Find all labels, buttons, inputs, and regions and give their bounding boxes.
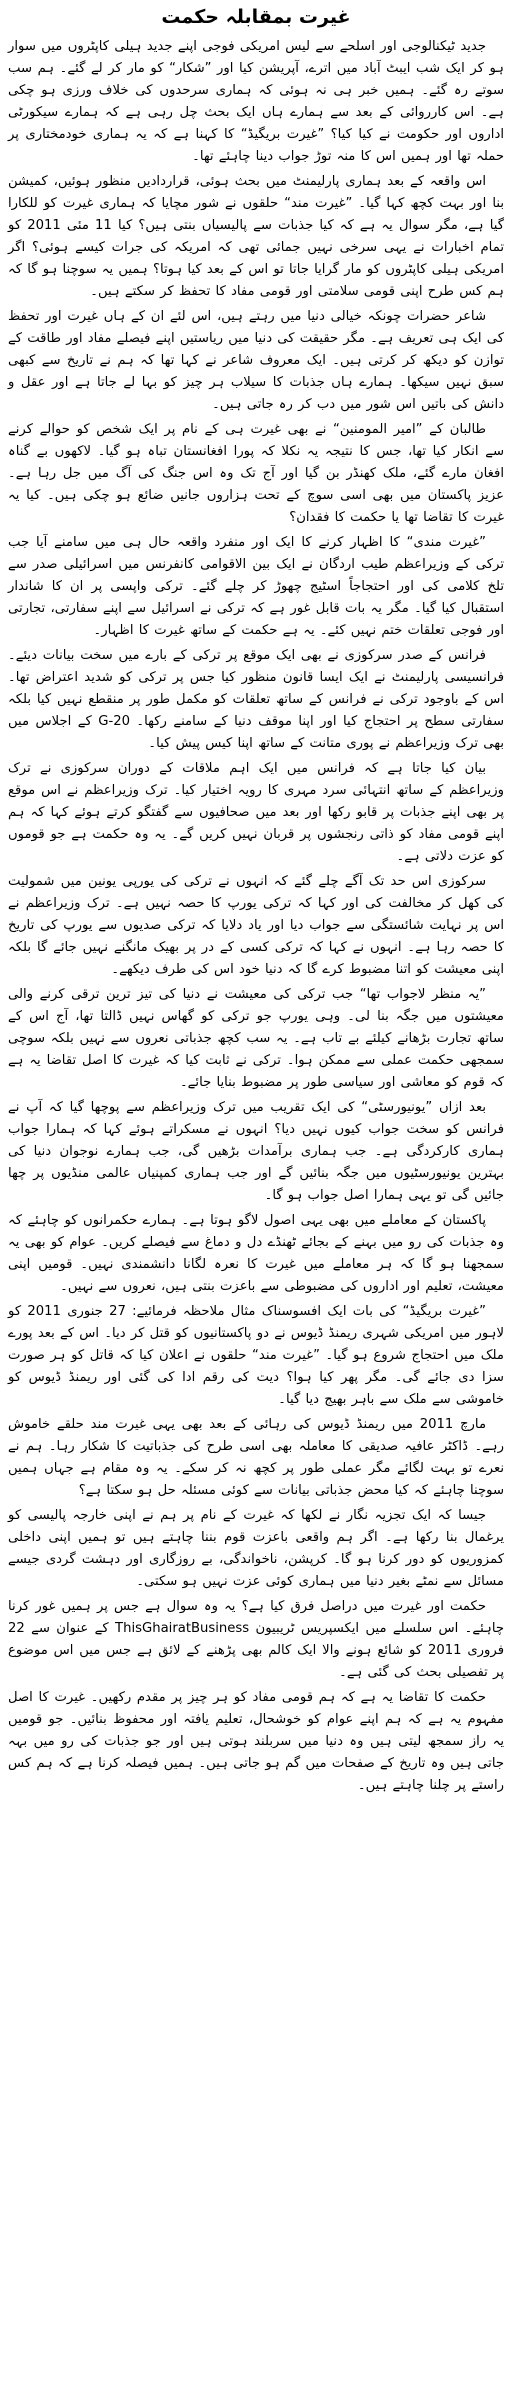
article-paragraph: طالبان کے ”امیر المومنین“ نے بھی غیرت ہی کے نام پر ایک شخص کو حوالے کرنے سے انکار کیا تھا، جس کا نتیجہ یہ نکلا کہ پورا افغانستان تباہ ہو گیا۔ لاکھوں بے گناہ افغان مارے گئے، ملک کھنڈر بن گیا اور آج تک وہ اس جنگ کی آگ میں جل رہا ہے۔ عزیز پاکستان میں بھی اسی سوچ کے تحت ہزاروں جانیں ضائع ہو چکی ہیں۔ کیا یہ غیرت کا تقاضا تھا یا حکمت کا فقدان؟ [8, 422, 504, 525]
article-paragraph: جدید ٹیکنالوجی اور اسلحے سے لیس امریکی فوجی اپنے جدید ہیلی کاپٹروں میں سوار ہو کر ایک شب ایبٹ آباد میں اترے، آپریشن کیا اور ”شکار“ کو مار کر لے گئے۔ ہم سب سوتے رہ گئے۔ ہمیں خبر ہی نہ ہوئی کہ ہماری سرحدوں کی خلاف ورزی ہو چکی ہے۔ اس کارروائی کے بعد سے ہمارے ہاں ایک بحث چل رہی ہے کہ ہمارے سیکورٹی اداروں اور حکومت نے کیا کیا؟ ”غیرت بریگیڈ“ کا کہنا ہے کہ یہ ہماری خودمختاری پر حملہ تھا اور ہمیں اس کا منہ توڑ جواب دینا چاہئے تھا۔ [8, 39, 504, 164]
article-paragraph: ”غیرت بریگیڈ“ کی بات ایک افسوسناک مثال ملاحظہ فرمائیے: 27 جنوری 2011 کو لاہور میں امریکی شہری ریمنڈ ڈیوس نے دو پاکستانیوں کو قتل کر دیا۔ اس کے بعد پورے ملک میں احتجاج شروع ہو گیا۔ ”غیرت مند“ حلقوں نے اعلان کیا کہ قاتل کو ہر صورت سزا دی جائے گی۔ مگر پھر کیا ہوا؟ دیت کی رقم ادا کی گئی اور ریمنڈ ڈیوس کو خاموشی سے ملک سے باہر بھیج دیا گیا۔ [8, 1304, 504, 1407]
article-paragraph: شاعر حضرات چونکہ خیالی دنیا میں رہتے ہیں، اس لئے ان کے ہاں غیرت اور تحفظ کی ایک ہی تعریف ہے۔ مگر حقیقت کی دنیا میں ریاستیں اپنے فیصلے مفاد اور طاقت کے توازن کو دیکھ کر کرتی ہیں۔ ایک معروف شاعر نے کہا تھا کہ ہم نے تاریخ سے کبھی سبق نہیں سیکھا۔ ہمارے ہاں جذبات کا سیلاب ہر چیز کو بہا لے جاتا ہے اور عقل و دانش کی باتیں اس شور میں دب کر رہ جاتی ہیں۔ [8, 309, 504, 412]
article-paragraph: حکمت کا تقاضا یہ ہے کہ ہم قومی مفاد کو ہر چیز پر مقدم رکھیں۔ غیرت کا اصل مفہوم یہ ہے کہ ہم اپنے عوام کو خوشحال، تعلیم یافتہ اور محفوظ بنائیں۔ جو قومیں یہ راز سمجھ لیتی ہیں وہ دنیا میں سربلند ہوتی ہیں اور جو جذبات کی رو میں بہہ جاتی ہیں وہ تاریخ کے صفحات میں گم ہو جاتی ہیں۔ ہمیں فیصلہ کرنا ہے کہ ہم کس راستے پر چلنا چاہتے ہیں۔ [8, 1690, 504, 1793]
article-paragraph: مارچ 2011 میں ریمنڈ ڈیوس کی رہائی کے بعد بھی یہی غیرت مند حلقے خاموش رہے۔ ڈاکٹر عافیہ صدیقی کا معاملہ بھی اسی طرح کی جذباتیت کا شکار رہا۔ ہم نے نعرے تو بہت لگائے مگر عملی طور پر کچھ نہ کر سکے۔ یہ وہ مقام ہے جہاں ہمیں سوچنا چاہئے کہ کیا محض جذباتی بیانات سے کوئی مسئلہ حل ہو سکتا ہے؟ [8, 1417, 504, 1498]
article-paragraph: بعد ازاں ”یونیورسٹی“ کی ایک تقریب میں ترک وزیراعظم سے پوچھا گیا کہ آپ نے فرانس کو سخت جواب کیوں نہیں دیا؟ انہوں نے مسکراتے ہوئے کہا کہ ہمارا جواب ہماری کارکردگی ہے۔ جب ہماری برآمدات بڑھیں گی، جب ہمارے نوجوان دنیا کی بہترین یونیورسٹیوں میں جگہ بنائیں گے اور جب ہماری کمپنیاں عالمی منڈیوں پر چھا جائیں گی تو یہی ہمارا اصل جواب ہو گا۔ [8, 1100, 504, 1203]
article-paragraph: فرانس کے صدر سرکوزی نے بھی ایک موقع پر ترکی کے بارے میں سخت بیانات دیئے۔ فرانسیسی پارلیمنٹ نے ایک ایسا قانون منظور کیا جس پر ترکی کو شدید اعتراض تھا۔ اس کے باوجود ترکی نے فرانس کے ساتھ تعلقات کو مکمل طور پر منقطع نہیں کیا بلکہ سفارتی سطح پر احتجاج کیا اور اپنا موقف دنیا کے سامنے رکھا۔ G-20 کے اجلاس میں بھی ترک وزیراعظم نے پوری متانت کے ساتھ اپنا کیس پیش کیا۔ [8, 648, 504, 751]
article-paragraph: ”یہ منظر لاجواب تھا“ جب ترکی کی معیشت نے دنیا کی تیز ترین ترقی کرنے والی معیشتوں میں جگہ بنا لی۔ وہی یورپ جو ترکی کو گھاس نہیں ڈالتا تھا، آج اس کے ساتھ تجارت بڑھانے کیلئے بے تاب ہے۔ یہ سب کچھ جذباتی نعروں سے نہیں بلکہ سوچی سمجھی حکمت عملی سے ممکن ہوا۔ ترکی نے ثابت کیا کہ غیرت کا اصل تقاضا یہ ہے کہ قوم کو معاشی اور سیاسی طور پر مضبوط بنایا جائے۔ [8, 987, 504, 1090]
article-paragraph: پاکستان کے معاملے میں بھی یہی اصول لاگو ہوتا ہے۔ ہمارے حکمرانوں کو چاہئے کہ وہ جذبات کی رو میں بہنے کے بجائے ٹھنڈے دل و دماغ سے فیصلے کریں۔ عوام کو بھی یہ سمجھنا ہو گا کہ ہر معاملے میں غیرت کا نعرہ لگانا دانشمندی نہیں۔ قومیں اپنی معیشت، تعلیم اور اداروں کی مضبوطی سے باعزت بنتی ہیں، نعروں سے نہیں۔ [8, 1213, 504, 1294]
article-paragraph: سرکوزی اس حد تک آگے چلے گئے کہ انہوں نے ترکی کی یورپی یونین میں شمولیت کی کھل کر مخالفت کی اور کہا کہ ترکی یورپ کا حصہ نہیں ہے۔ ترک وزیراعظم نے اس پر نہایت شائستگی سے جواب دیا اور یاد دلایا کہ ترکی صدیوں سے یورپ کی تاریخ کا حصہ رہا ہے۔ انہوں نے کہا کہ ترکی کسی کے در پر بھیک مانگنے نہیں جائے گا بلکہ اپنی معیشت کو اتنا مضبوط کرے گا کہ دنیا خود اس کی طرف دیکھے۔ [8, 874, 504, 977]
article-paragraph: بیان کیا جاتا ہے کہ فرانس میں ایک اہم ملاقات کے دوران سرکوزی نے ترک وزیراعظم کے ساتھ انتہائی سرد مہری کا رویہ اختیار کیا۔ ترک وزیراعظم نے اس موقع پر بھی اپنے جذبات پر قابو رکھا اور بعد میں صحافیوں سے گفتگو کرتے ہوئے کہا کہ ہم اپنے قومی مفاد کو ذاتی رنجشوں پر قربان نہیں کریں گے۔ یہ وہ حکمت ہے جو قوموں کو عزت دلاتی ہے۔ [8, 761, 504, 864]
article-headline: غیرت بمقابلہ حکمت [161, 6, 351, 28]
article-body [8, 36, 504, 1797]
article-paragraph: ”غیرت مندی“ کا اظہار کرنے کا ایک اور منفرد واقعہ حال ہی میں سامنے آیا جب ترکی کے وزیراعظم طیب اردگان نے ایک بین الاقوامی کانفرنس میں اسرائیلی صدر سے تلخ کلامی کی اور احتجاجاً اسٹیج چھوڑ کر چلے گئے۔ ترکی واپسی پر ان کا شاندار استقبال کیا گیا۔ مگر یہ بات قابل غور ہے کہ ترکی نے اسرائیل سے اپنے سفارتی، تجارتی اور فوجی تعلقات ختم نہیں کئے۔ یہ ہے حکمت کے ساتھ غیرت کا اظہار۔ [8, 535, 504, 638]
article-paragraph: اس واقعہ کے بعد ہماری پارلیمنٹ میں بحث ہوئی، قراردادیں منظور ہوئیں، کمیشن بنا اور بہت کچھ کہا گیا۔ ”غیرت مند“ حلقوں نے شور مچایا کہ ہماری غیرت کو للکارا گیا ہے، مگر سوال یہ ہے کہ کیا جذبات سے پالیسیاں بنتی ہیں؟ کیا 11 مئی 2011 کو تمام اخبارات نے یہی سرخی نہیں جمائی تھی کہ امریکہ کی جرات کیسے ہوئی؟ اگر امریکی ہیلی کاپٹروں کو مار گرایا جاتا تو اس کے بعد کیا ہوتا؟ ہمیں یہ سوچنا ہو گا کہ ہم کس طرح اپنی قومی سلامتی اور قومی مفاد کا تحفظ کر سکتے ہیں۔ [8, 174, 504, 299]
article-paragraph: حکمت اور غیرت میں دراصل فرق کیا ہے؟ یہ وہ سوال ہے جس پر ہمیں غور کرنا چاہئے۔ اس سلسلے میں ایکسپریس ٹریبیون ThisGhairatBusiness کے عنوان سے 22 فروری 2011 کو شائع ہونے والا ایک کالم بھی پڑھنے کے لائق ہے جس میں اس موضوع پر تفصیلی بحث کی گئی ہے۔ [8, 1599, 504, 1680]
article-paragraph: جیسا کہ ایک تجزیہ نگار نے لکھا کہ غیرت کے نام پر ہم نے اپنی خارجہ پالیسی کو یرغمال بنا رکھا ہے۔ اگر ہم واقعی باعزت قوم بننا چاہتے ہیں تو ہمیں اپنی داخلی کمزوریوں کو دور کرنا ہو گا۔ کرپشن، ناخواندگی، بے روزگاری اور دہشت گردی جیسے مسائل سے نمٹے بغیر دنیا میں ہماری کوئی عزت نہیں ہو سکتی۔ [8, 1508, 504, 1589]
